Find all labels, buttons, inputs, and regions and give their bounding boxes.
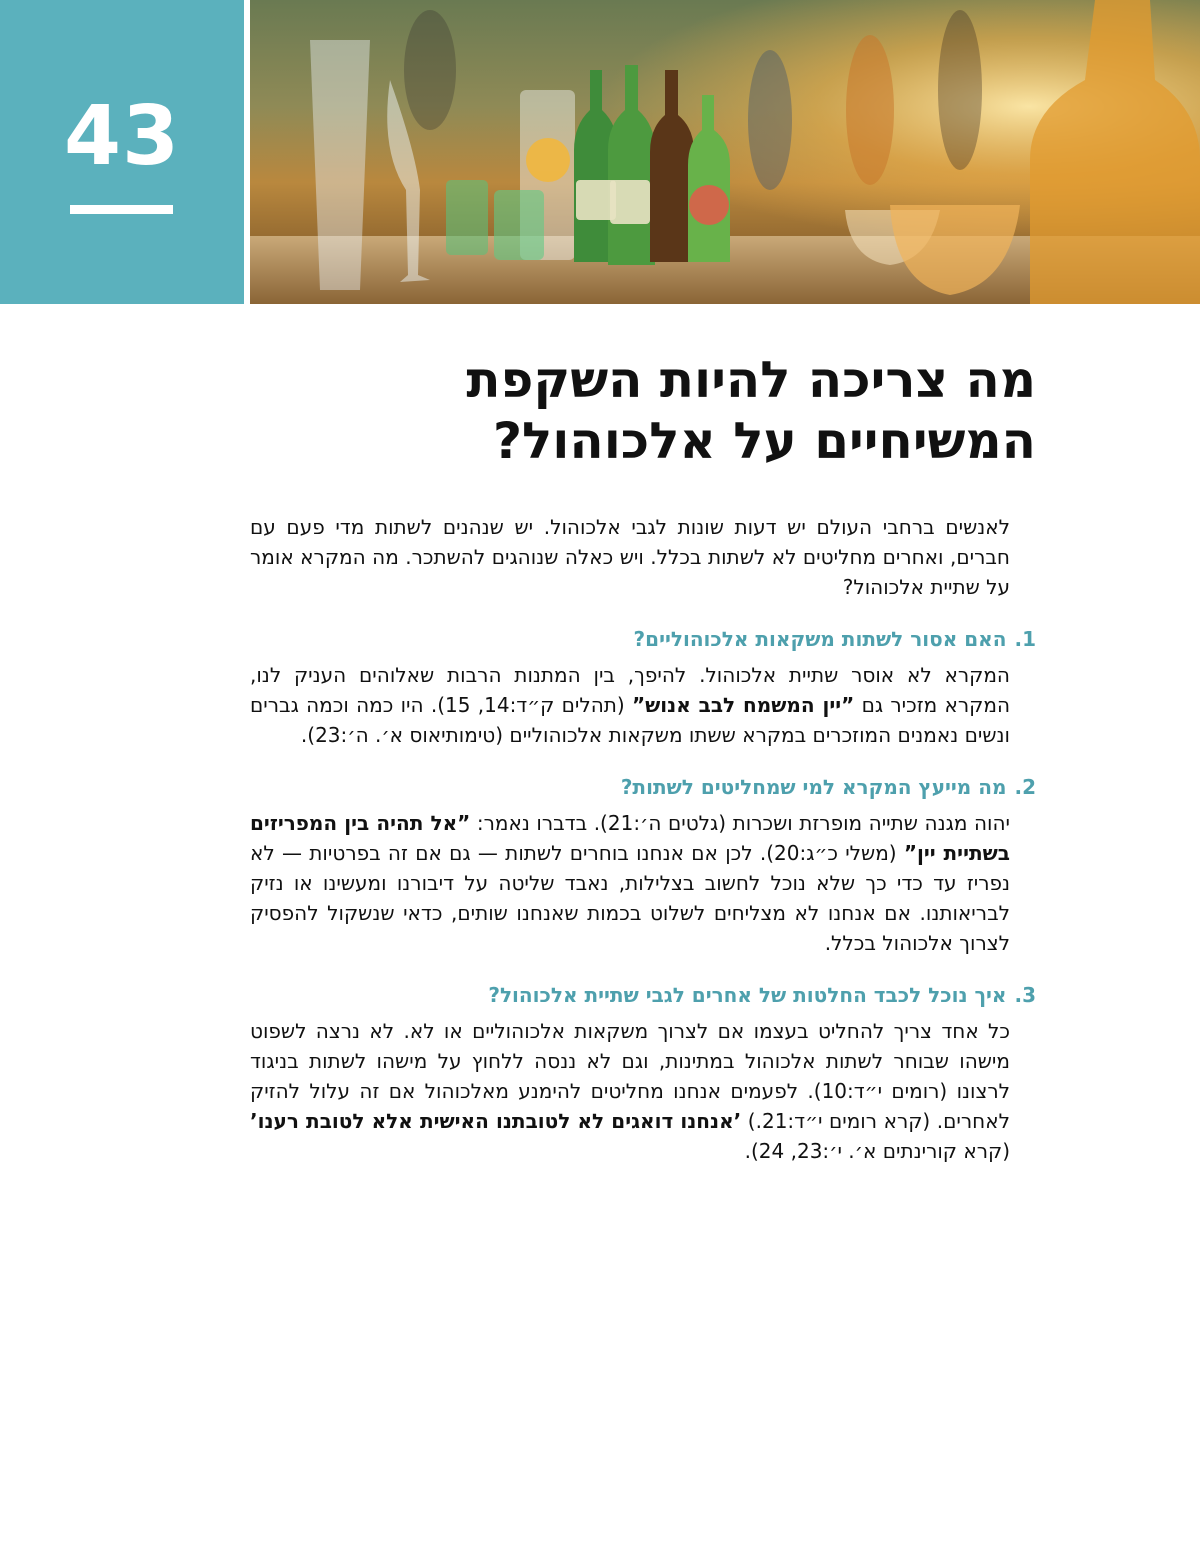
outdoor-drinks-photo xyxy=(250,0,1200,304)
question-2-number: 2. xyxy=(1014,775,1036,799)
photo-illustration xyxy=(250,0,1200,304)
question-2-heading xyxy=(250,772,1036,802)
answer-3-part-2: (קרא קורינתים א׳. י׳:23, 24). xyxy=(744,1139,1010,1163)
answer-1-quote: ”יין המשמח לבב אנוש” xyxy=(631,693,855,717)
answer-2-part-2: (משלי כ״ג:20). לכן אם אנחנו בוחרים לשתות — גם אם זה בפרטיות — לא נפריז עד כדי כך שלא נוכל לחשוב בצלילות, נאבד שליטה על דיבורנו ומעשינו או נזיק לבריאותנו. אם אנחנו לא מצליחים לשלוט בכמות שאנחנו שותים, כדאי שנשקול להפסיק לצרוך אלכוהול בכלל. xyxy=(250,841,1010,955)
answer-3-quote: ’אנחנו דואגים לא לטובתנו האישית אלא לטובת רענו’ xyxy=(250,1109,742,1133)
question-1-heading xyxy=(250,624,1036,654)
answer-3-part-1: כל אחד צריך להחליט בעצמו אם לצרוך משקאות אלכוהוליים או לא. לא נרצה לשפוט מישהו שבוחר לשתות אלכוהול במתינות, וגם לא ננסה ללחוץ על מישהו לשתות בניגוד לרצונו (רומים י״ד:10). לפעמים אנחנו מחליטים להימנע מאלכוהול אם זה עלול להזיק לאחרים. (קרא רומים י״ד:21.) xyxy=(250,1019,1010,1133)
page-number: 43 xyxy=(63,89,181,184)
page-title xyxy=(250,350,1036,472)
answer-1 xyxy=(250,660,1010,750)
page-title-line-2: המשיחיים על אלכוהול? xyxy=(492,412,1036,470)
answer-3 xyxy=(250,1016,1010,1166)
answer-1-part-2: (תהלים ק״ד:14, 15). היו כמה וכמה גברים ונשים נאמנים המוזכרים במקרא ששתו משקאות אלכוהוליים (טימותיאוס א׳. ה׳:23). xyxy=(250,693,1010,747)
answer-2 xyxy=(250,808,1010,958)
page-number-box xyxy=(0,0,244,304)
answer-1-part-1: המקרא לא אוסר שתיית אלכוהול. להיפך, בין המתנות הרבות שאלוהים העניק לנו, המקרא מזכיר גם xyxy=(250,663,1011,717)
question-3-heading xyxy=(250,980,1036,1010)
article xyxy=(250,350,1036,1166)
question-1-number: 1. xyxy=(1014,627,1036,651)
page-number-underline xyxy=(70,205,173,214)
question-3-text: איך נוכל לכבד החלטות של אחרים לגבי שתיית אלכוהול? xyxy=(488,983,1007,1007)
answer-2-quote: ”אל תהיה בין המפריזים בשתיית יין” xyxy=(250,811,1010,865)
question-1-text: האם אסור לשתות משקאות אלכוהוליים? xyxy=(633,627,1007,651)
intro-paragraph: לאנשים ברחבי העולם יש דעות שונות לגבי אלכוהול. יש שנהנים לשתות מדי פעם עם חברים, ואחרים מחליטים לא לשתות בכלל. ויש כאלה שנוהגים להשתכר. מה המקרא אומר על שתיית אלכוהול? xyxy=(250,515,1010,599)
question-3-number: 3. xyxy=(1014,983,1036,1007)
question-2-text: מה מייעץ המקרא למי שמחליטים לשתות? xyxy=(620,775,1007,799)
page-title-line-1: מה צריכה להיות השקפת xyxy=(466,351,1036,409)
answer-2-part-1: יהוה מגנה שתייה מופרזת ושכרות (גלטים ה׳:21). בדברו נאמר: xyxy=(470,811,1010,835)
